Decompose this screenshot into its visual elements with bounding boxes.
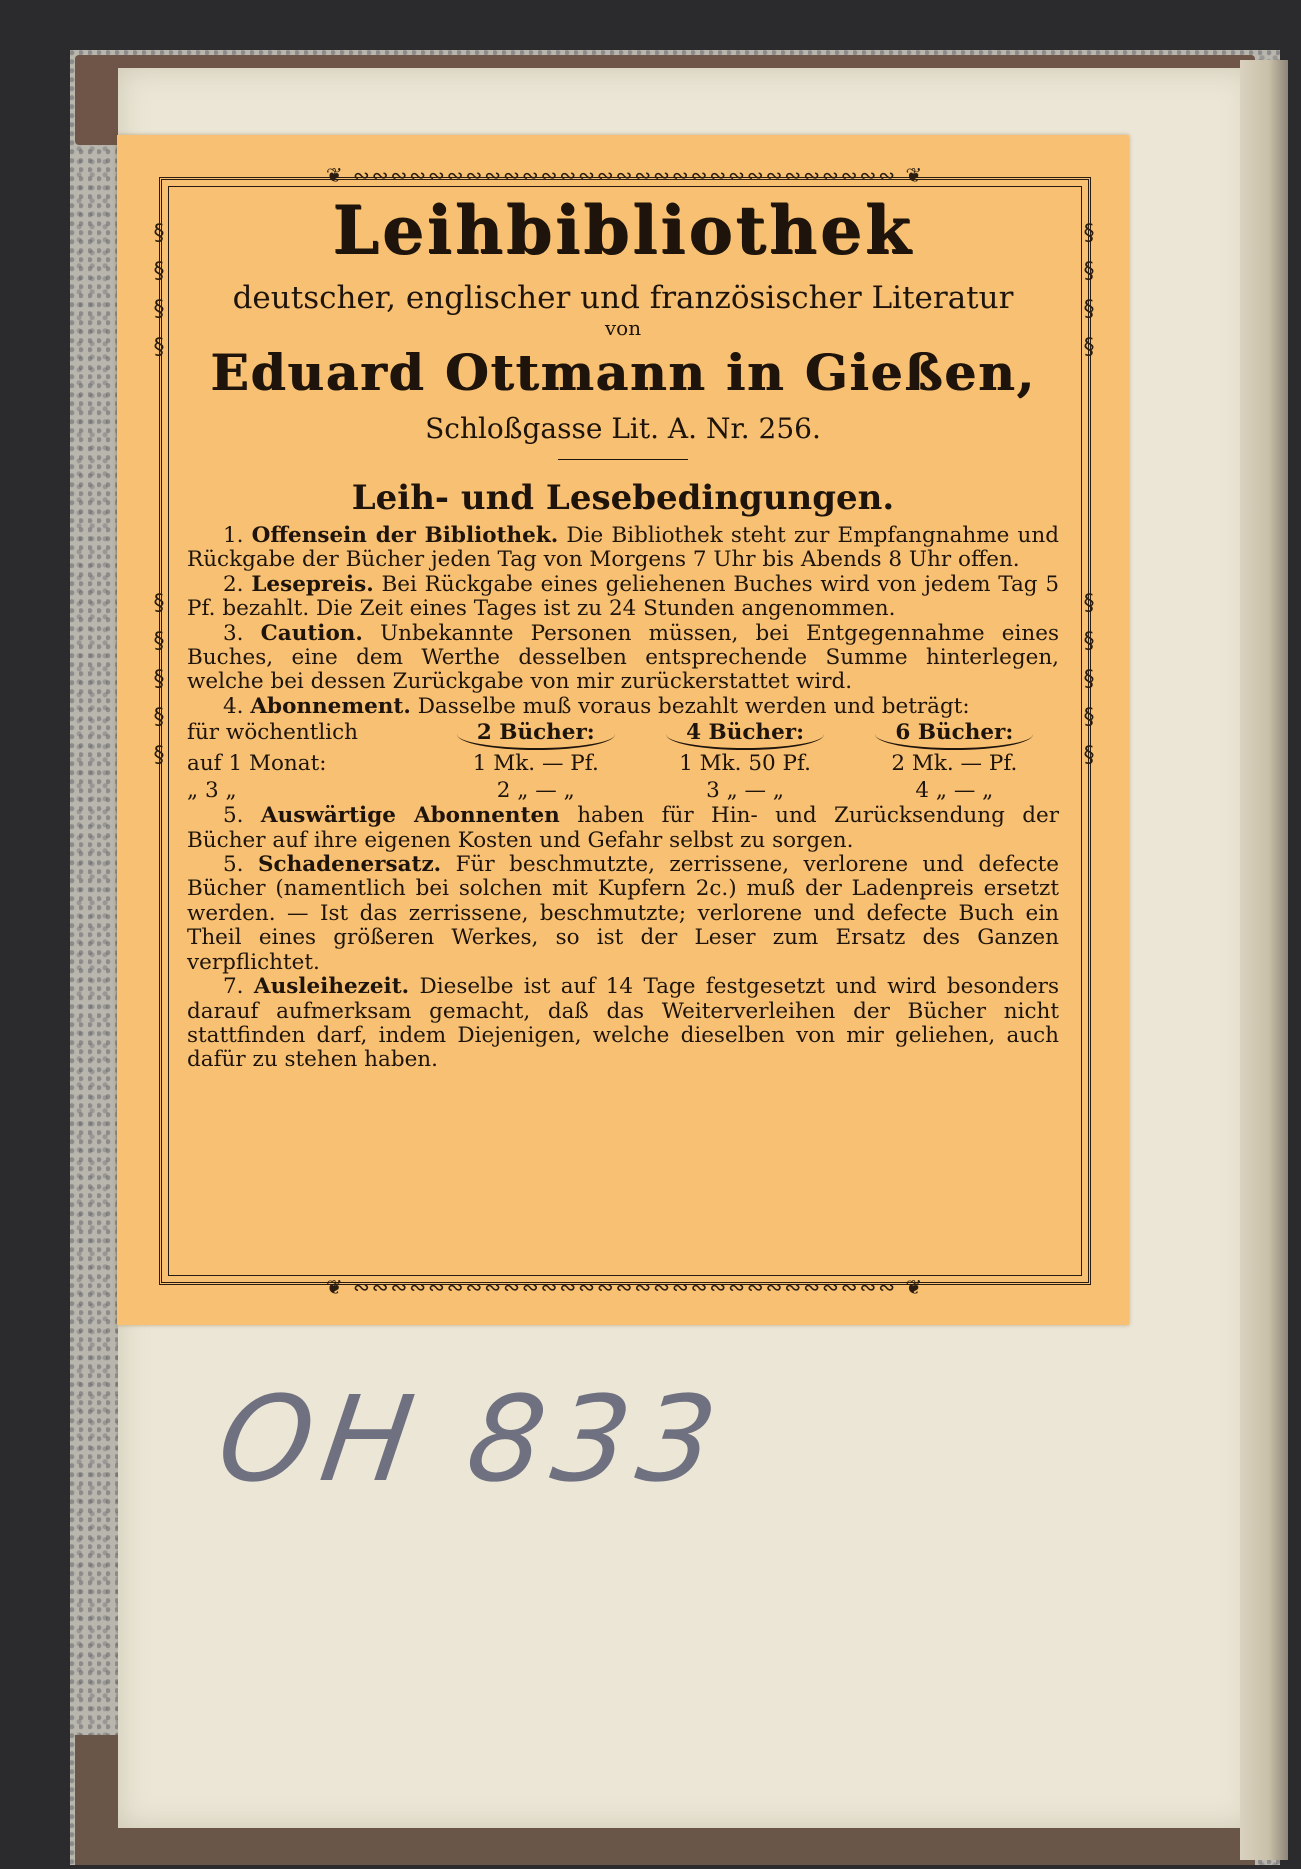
- condition-number: 4.: [223, 693, 244, 719]
- condition-number: 7.: [223, 974, 244, 1000]
- condition-item: [187, 573, 1059, 622]
- book-spine: [1240, 60, 1288, 1860]
- subscription-table: [187, 719, 1059, 804]
- condition-heading: Offensein der Bibliothek.: [251, 523, 559, 548]
- label-von: von: [604, 316, 642, 340]
- subscription-price: 1 Mk. 50 Pf.: [679, 751, 812, 777]
- condition-heading: Ausleihezeit.: [253, 974, 410, 1000]
- subscription-row: [187, 750, 1059, 777]
- subscription-row-label: auf 1 Monat:: [187, 751, 327, 777]
- frame-ornament-left-lower: § § § § §: [153, 591, 167, 768]
- condition-item: [187, 804, 1059, 853]
- divider-rule: [558, 459, 688, 460]
- frame-ornament-bottom: ❦ ∾∾∾∾∾∾∾∾∾∾∾∾∾∾∾∾∾∾∾∾∾∾∾∾∾∾∾∾∾ ❦: [325, 1275, 925, 1299]
- subscription-price: 2 „ — „: [496, 778, 575, 804]
- condition-number: 2.: [223, 571, 244, 597]
- library-label: [117, 135, 1129, 1325]
- condition-heading: Abonnement.: [250, 693, 411, 719]
- condition-item: [187, 622, 1059, 695]
- subscription-price: 1 Mk. — Pf.: [472, 751, 599, 777]
- condition-text: Unbekannte Personen müssen, bei Entgegennahme eines Buches, eine dem Werthe desselben entsprechende Summe hinterlegen, welche bei dessen Zurückgabe von mir zurückerstattet wird.: [187, 620, 1059, 695]
- conditions-list: [187, 524, 1059, 1073]
- condition-number: 1.: [223, 523, 244, 548]
- subscription-row: [187, 777, 1059, 804]
- label-address: Schloßgasse Lit. A. Nr. 256.: [425, 412, 821, 445]
- condition-text: Dasselbe muß voraus bezahlt werden und beträgt:: [417, 693, 970, 719]
- condition-text: Für beschmutzte, zerrissene, verlorene und defecte Bücher (namentlich bei solchen mit Kupfern 2c.) muß der Ladenpreis ersetzt werden. — Ist das zerrissene, beschmutzte; verlorene und defecte Buch ein Theil eines größeren Werkes, so ist der Leser zum Ersatz des Ganzen verpflichtet.: [187, 852, 1059, 975]
- handwritten-call-number: OH 833: [210, 1370, 735, 1508]
- condition-heading: Auswärtige Abonnenten: [260, 803, 560, 829]
- conditions-title: Leih- und Lesebedingungen.: [351, 478, 895, 518]
- condition-item: [187, 853, 1059, 975]
- condition-heading: Schadenersatz.: [257, 852, 442, 878]
- label-owner: Eduard Ottmann in Gießen,: [210, 343, 1036, 402]
- frame-ornament-right-lower: § § § § §: [1083, 591, 1097, 768]
- condition-number: 5.: [223, 803, 244, 829]
- condition-number: 3.: [223, 620, 244, 646]
- subscription-price: 3 „ — „: [706, 778, 785, 804]
- subscription-price: 4 „ — „: [915, 778, 994, 804]
- condition-number: 5.: [223, 852, 244, 878]
- condition-item: [187, 695, 1059, 719]
- subscription-row-label: für wöchentlich: [187, 720, 359, 746]
- condition-text: Bei Rückgabe eines geliehenen Buches wird von jedem Tag 5 Pf. bezahlt. Die Zeit eines Tages ist zu 24 Stunden angenommen.: [187, 571, 1060, 622]
- subscription-row-label: „ 3 „: [187, 778, 237, 804]
- condition-item: [187, 975, 1059, 1073]
- condition-heading: Lesepreis.: [251, 571, 374, 597]
- subscription-column-header: 6 Bücher:: [875, 719, 1033, 750]
- frame-ornament-right: § § § §: [1083, 221, 1097, 360]
- condition-text: Die Bibliothek steht zur Empfangnahme und Rückgabe der Bücher jeden Tag von Morgens 7 Uhr bis Abends 8 Uhr offen.: [187, 523, 1059, 573]
- subscription-column-header: 4 Bücher:: [666, 719, 824, 750]
- frame-ornament-left: § § § §: [153, 221, 167, 360]
- label-title: Leihbibliothek: [332, 191, 914, 269]
- condition-text: Dieselbe ist auf 14 Tage festgesetzt und wird besonders darauf aufmerksam gemacht, daß das Weiterverleihen der Bücher nicht stattfinden darf, indem Diejenigen, welche dieselben von mir geliehen, auch dafür zu stehen haben.: [187, 974, 1059, 1073]
- subscription-price: 2 Mk. — Pf.: [891, 751, 1018, 777]
- label-subtitle: deutscher, englischer und französischer Literatur: [232, 280, 1014, 316]
- label-content: [187, 185, 1059, 1073]
- condition-heading: Caution.: [260, 620, 363, 646]
- subscription-header-row: [187, 719, 1059, 750]
- condition-text: haben für Hin- und Zurücksendung der Bücher auf ihre eigenen Kosten und Gefahr selbst zu sorgen.: [187, 803, 1059, 853]
- frame-ornament-top: ❦ ∾∾∾∾∾∾∾∾∾∾∾∾∾∾∾∾∾∾∾∾∾∾∾∾∾∾∾∾∾ ❦: [325, 163, 925, 187]
- condition-item: [187, 524, 1059, 573]
- subscription-column-header: 2 Bücher:: [457, 719, 615, 750]
